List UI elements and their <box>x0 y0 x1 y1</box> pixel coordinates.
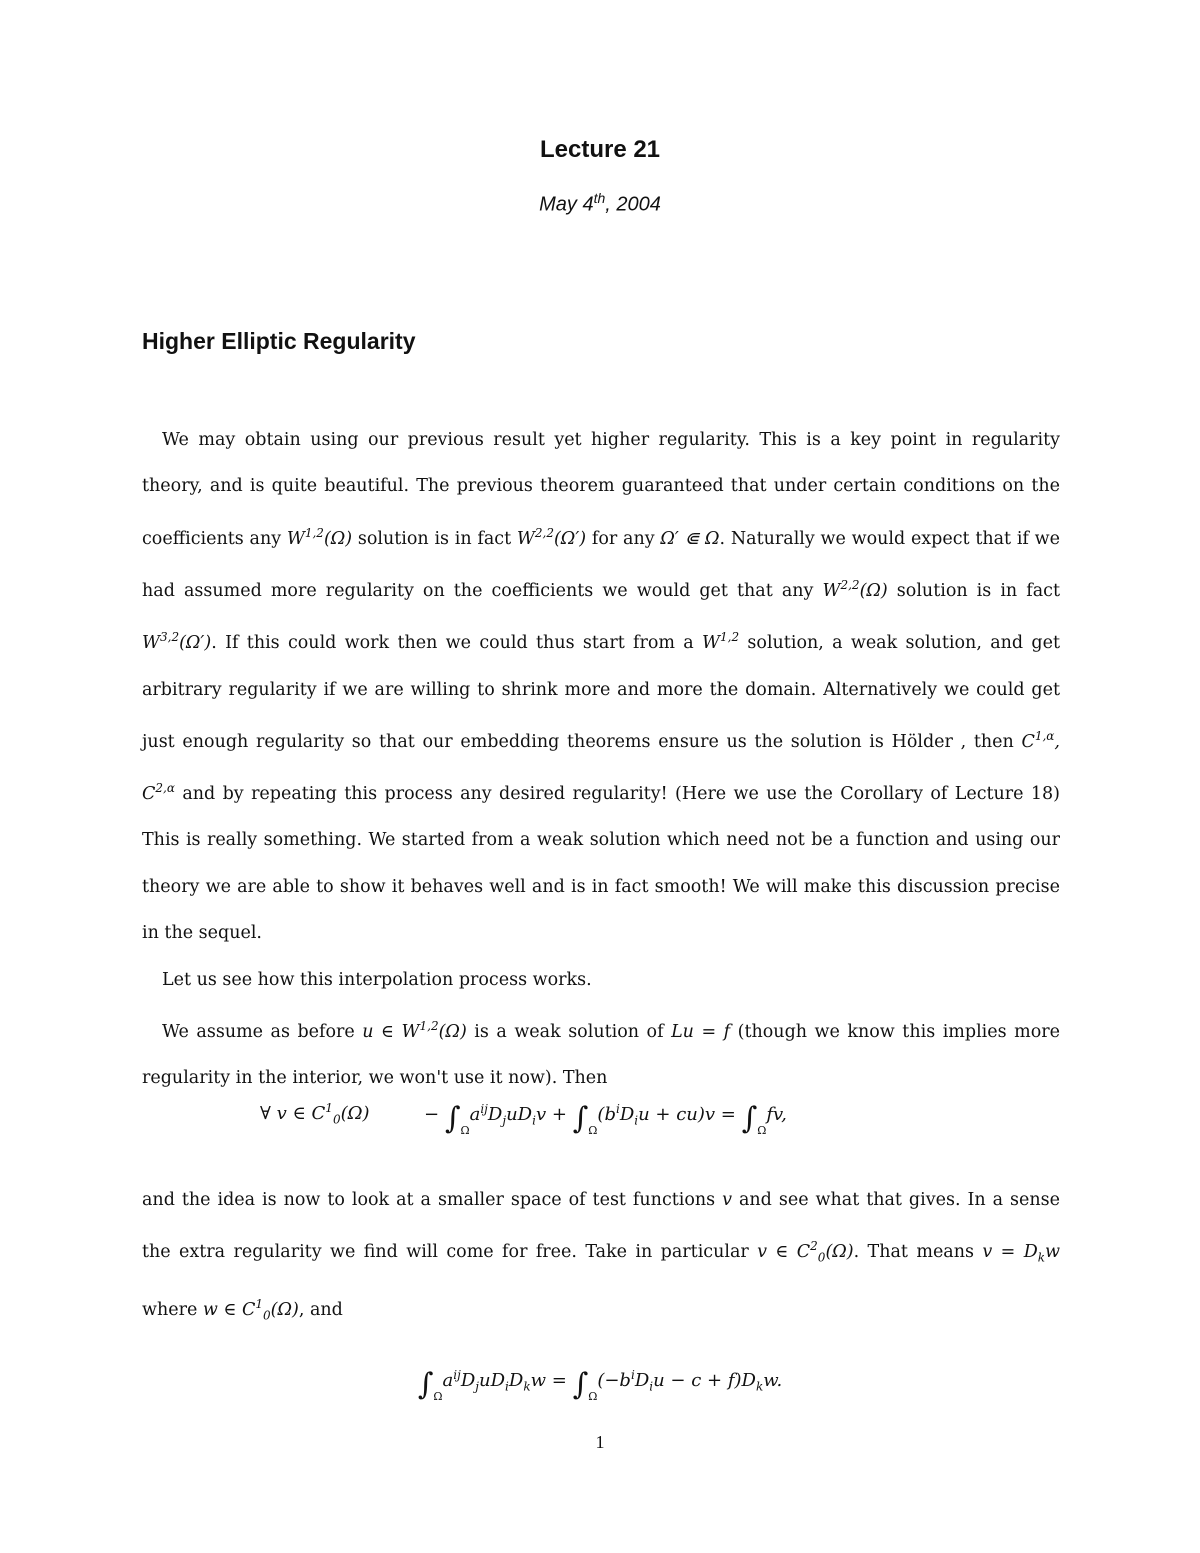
paragraph-1 <box>142 417 1060 957</box>
text-run: . Naturally we would expect that if we had assumed more regularity on the coefficients we would get that any <box>142 528 1060 601</box>
integral-sign: ∫ <box>417 1367 434 1402</box>
math-w32-omega-prime: W$^{3,2}$(Ω′) <box>142 630 212 654</box>
paragraph-2: Let us see how this interpolation process works. <box>162 969 592 990</box>
lecture-title: Lecture 21 <box>539 136 661 163</box>
math-v-equals-dkw: $v = D_kw$ <box>982 1242 1060 1265</box>
integral-sign: ∫ <box>444 1101 461 1136</box>
math-v-in-c02: v ∈ $C^2_0(\Omega)$ <box>757 1239 854 1265</box>
math-w22-omega: W$^{2,2}$(Ω) <box>822 578 888 601</box>
page-number: 1 <box>595 1432 605 1452</box>
math-v: v <box>722 1190 733 1210</box>
math-u-in-w12: u ∈ W$^{1,2}$(Ω) <box>362 1019 467 1042</box>
text-run: We may obtain using our previous result yet higher regularity. This is a key point in regularity theory, and is quite beautiful. The previous theorem guaranteed that under certain conditions on the coefficients any <box>142 430 1060 549</box>
equation-weak-form: − $\int_\Omega a^{ij}D_juD_iv + \int_\Omega(b^iD_iu + cu)v = \int_\Omega fv$, <box>424 1101 787 1137</box>
text-run: . That means <box>853 1242 983 1263</box>
math-holder-spaces: $C^{1,\alpha}$, $C^{2,\alpha}$ <box>142 728 1060 804</box>
math-w-in-c01: w ∈ $C^1_0(\Omega)$ <box>202 1297 299 1323</box>
date-prefix: May 4 <box>539 193 594 216</box>
display-equation-2: $\int_\Omega a^{ij}D_juD_iD_kw = \int_\Omega(-b^iD_iu - c + f)D_kw$. <box>417 1367 783 1403</box>
text-run: and the idea is now to look at a smaller space of test functions <box>142 1190 723 1210</box>
math-lu-equals-f: Lu = f <box>671 1021 731 1042</box>
math-w12: W$^{1,2}$ <box>702 630 740 654</box>
paragraph-3 <box>142 1003 1060 1102</box>
text-run: (though we know this implies more regularity in the interior, we won't use it now). Then <box>142 1021 1060 1089</box>
text-run: solution is in fact <box>887 580 1060 601</box>
body-text <box>142 417 1060 1102</box>
integral-sign: ∫ <box>572 1367 589 1402</box>
text-run: and by repeating this process any desired regularity! (Here we use the Corollary of Lecture 18) This is really something. We started from a weak solution which need not be a function and using our theory we are able to show it behaves well and is in fact smooth! We will make this discussion precise in the sequel. <box>142 783 1060 944</box>
paragraph-4 <box>142 1177 1060 1339</box>
text-run: , and <box>298 1299 343 1320</box>
text-run: solution, a weak solution, and get arbitrary regularity if we are willing to shrink more and more the domain. Alternatively we could get just enough regularity so that our embedding theorems ensure us the solution is Hölder , then <box>142 633 1060 752</box>
text-run: where <box>142 1299 203 1320</box>
text-run: We assume as before <box>162 1021 363 1042</box>
text-run: solution is in fact <box>352 528 517 549</box>
date-superscript: th <box>593 190 606 206</box>
integral-sign: ∫ <box>572 1101 589 1136</box>
math-w12-omega: W$^{1,2}$(Ω) <box>286 525 353 549</box>
integral-sign: ∫ <box>741 1101 758 1136</box>
equation-quantifier: ∀ v ∈ $C^1_0(\Omega)$ <box>260 1101 370 1127</box>
lecture-date <box>0 190 1200 217</box>
section-heading: Higher Elliptic Regularity <box>142 328 416 354</box>
math-w22-omega-prime: W$^{2,2}$(Ω′) <box>516 525 587 549</box>
text-run: . If this could work then we could thus start from a <box>211 633 703 654</box>
text-run: and see what that gives. In a sense the extra regularity we find will come for free. Take in particular <box>142 1190 1060 1263</box>
text-run: for any <box>586 528 661 549</box>
date-suffix: , 2004 <box>605 193 661 216</box>
body-text-2 <box>142 1177 1060 1339</box>
math-subset: Ω′ ⋐ Ω <box>660 528 720 549</box>
text-run: is a weak solution of <box>466 1021 672 1042</box>
